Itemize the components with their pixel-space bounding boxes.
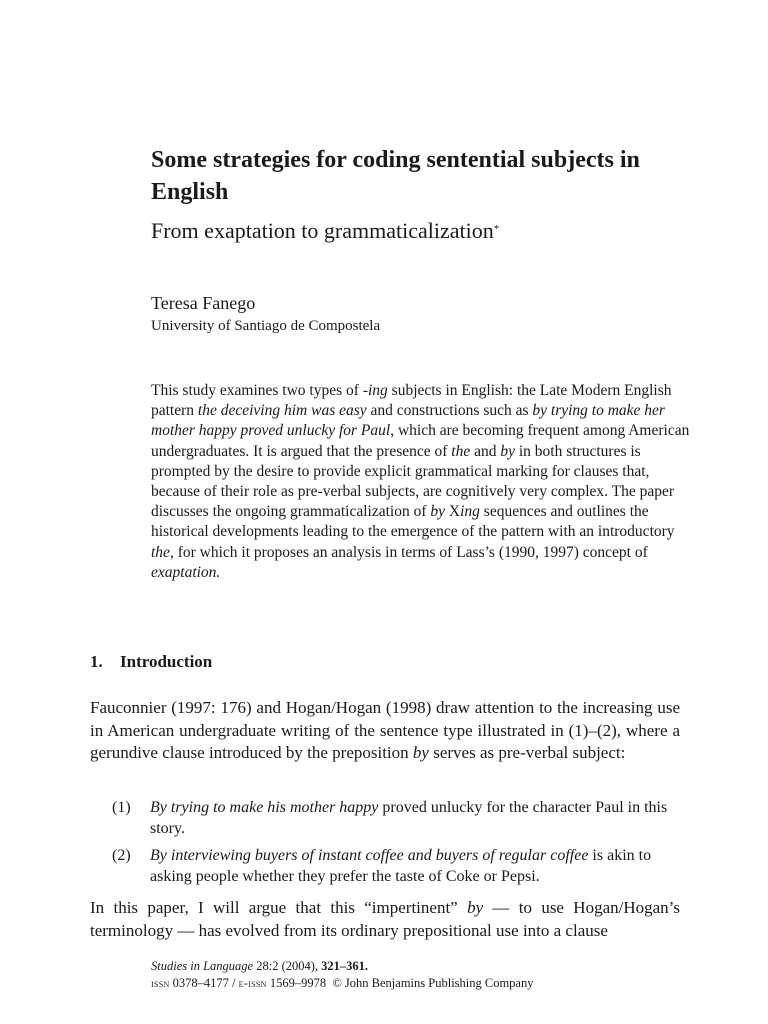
- subtitle-text: From exaptation to grammaticalization: [151, 218, 494, 243]
- author-affiliation: University of Santiago de Compostela: [151, 318, 381, 334]
- abstract-text: subjects in English: the Late Modern English pattern: [151, 382, 672, 420]
- example-2: [112, 845, 682, 887]
- page-footer: [151, 958, 533, 992]
- example-text: [150, 797, 682, 839]
- abstract-italic: the deceiving him was easy: [197, 402, 367, 420]
- issn-value: 0378–4177 /: [169, 976, 239, 990]
- section-number: 1.: [90, 652, 103, 671]
- example-text: [150, 845, 682, 887]
- abstract-text: This study examines two types of: [151, 382, 363, 399]
- abstract-text: sequences and outlines the historical developments leading to the emergence of the pattern with an introductory: [151, 503, 675, 541]
- abstract-italic: -ing: [362, 382, 388, 399]
- abstract-italic: by: [430, 503, 446, 521]
- footnote-marker: *: [493, 223, 500, 235]
- section-heading: [90, 651, 212, 673]
- journal-name: Studies in Language: [151, 959, 254, 973]
- journal-pages: 321–361.: [321, 959, 369, 973]
- abstract: [151, 381, 691, 583]
- abstract-italic: by: [500, 442, 515, 460]
- body-text: In this paper, I will argue that this “impertinent”: [90, 898, 468, 917]
- section-title: Introduction: [120, 652, 213, 671]
- abstract-text: in both structures is prompted by the desire to provide explicit grammatical marking for clauses that, because of their role as pre-verbal subjects, are cognitively very complex. The paper discusses the ongoing grammaticalization of: [151, 442, 675, 521]
- author-name: Teresa Fanego: [151, 293, 256, 313]
- eissn-value: 1569–9978: [266, 976, 327, 990]
- example-1: [112, 797, 682, 839]
- example-rest: proved unlucky for the character Paul in this story.: [150, 799, 668, 837]
- abstract-italic: exaptation.: [151, 563, 221, 581]
- body-italic: by: [412, 743, 429, 762]
- body-text: serves as pre-verbal subject:: [428, 743, 626, 762]
- example-italic: By interviewing buyers of instant coffee and buyers of regular coffee: [150, 847, 589, 864]
- publisher: © John Benjamins Publishing Company: [326, 976, 534, 990]
- citation-line: [151, 958, 533, 975]
- example-italic: By trying to make his mother happy: [150, 799, 379, 816]
- paper-title: Some strategies for coding sentential subjects in English: [151, 147, 640, 205]
- body-italic: by: [467, 898, 484, 917]
- abstract-italic: ing: [460, 503, 480, 521]
- abstract-text: , for which it proposes an analysis in terms of Lass’s (1990, 1997) concept of: [169, 543, 648, 561]
- intro-paragraph: [90, 697, 680, 765]
- abstract-text: X: [445, 503, 461, 521]
- issn-label: issn: [151, 976, 170, 990]
- issn-line: [151, 975, 533, 992]
- example-label: (2): [112, 847, 131, 864]
- body-text: Fauconnier (1997: 176) and Hogan/Hogan (1998) draw attention to the increasing use in American undergraduate writing of the sentence type illustrated in (1)–(2), where a gerundive clause introduced by the preposition: [90, 698, 680, 762]
- abstract-paragraph: [151, 381, 691, 583]
- example-label: (1): [112, 799, 131, 816]
- abstract-text: , which are becoming frequent among American undergraduates. It is argued that the presence of: [151, 422, 690, 460]
- journal-issue: 28:2 (2004),: [253, 959, 322, 973]
- eissn-label: e-issn: [238, 976, 267, 990]
- abstract-italic: the: [151, 543, 170, 561]
- paper-subtitle: [151, 216, 711, 246]
- abstract-text: and constructions such as: [366, 402, 533, 420]
- body-text: — to use Hogan/Hogan’s terminology — has evolved from its ordinary prepositional use into a clause: [90, 898, 681, 940]
- example-rest: is akin to asking people whether they prefer the taste of Coke or Pepsi.: [150, 847, 652, 885]
- abstract-text: and: [470, 442, 501, 460]
- abstract-italic: by trying to make her mother happy proved unlucky for Paul: [151, 402, 665, 440]
- continuation-paragraph: [90, 897, 680, 942]
- abstract-italic: the: [451, 442, 471, 460]
